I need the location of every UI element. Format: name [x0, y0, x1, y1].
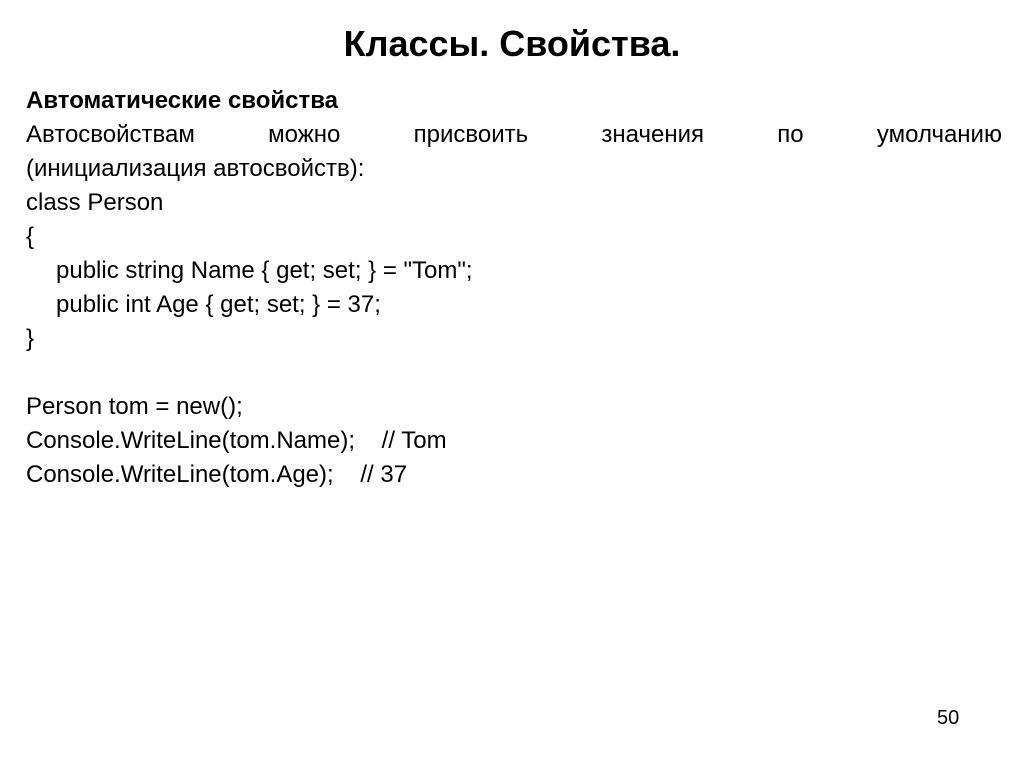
- code-name-property: public string Name { get; set; } = "Tom";: [56, 257, 473, 284]
- intro-word: значения: [601, 121, 705, 148]
- code-print-name: Console.WriteLine(tom.Name); // Tom: [26, 427, 447, 454]
- slide-title: Классы. Свойства.: [343, 23, 681, 64]
- code-close-brace: }: [26, 325, 35, 352]
- intro-word: умолчанию: [876, 121, 1002, 148]
- intro-line-1: [26, 118, 1002, 152]
- intro-word: можно: [268, 121, 341, 148]
- code-print-age: Console.WriteLine(tom.Age); // 37: [26, 461, 408, 488]
- section-heading: Автоматические свойства: [26, 87, 339, 114]
- intro-word: присвоить: [413, 121, 529, 148]
- code-class-declaration: class Person: [26, 189, 164, 216]
- slide-content: [26, 84, 1002, 492]
- blank-line: [26, 356, 1002, 390]
- code-age-property: public int Age { get; set; } = 37;: [56, 291, 381, 318]
- intro-word: Автосвойствам: [26, 121, 195, 148]
- page-number: 50: [937, 707, 960, 729]
- intro-line-2: (инициализация автосвойств):: [26, 155, 365, 182]
- code-open-brace: {: [26, 223, 35, 250]
- intro-word: по: [777, 121, 804, 148]
- code-new-instance: Person tom = new();: [26, 393, 243, 420]
